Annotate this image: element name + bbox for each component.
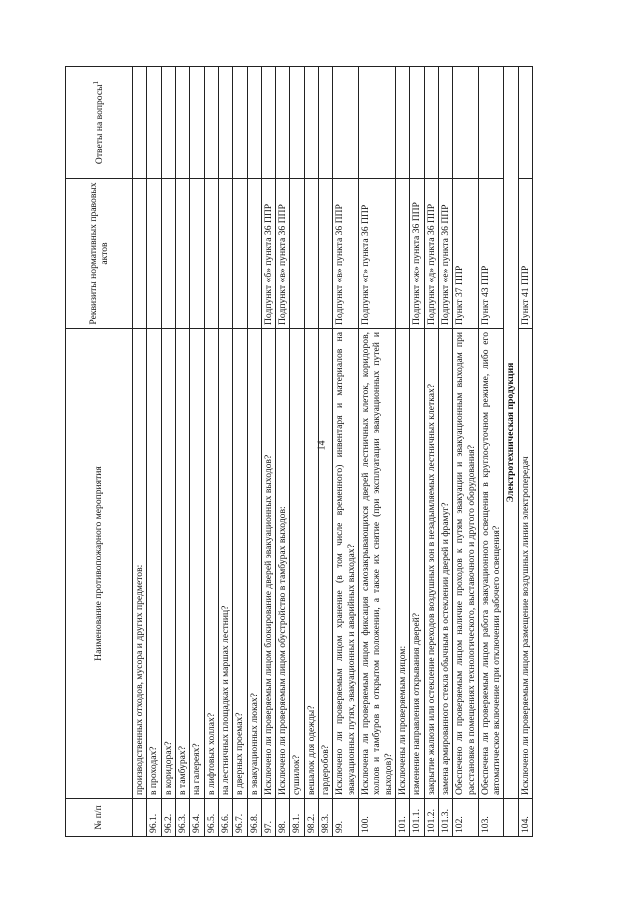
table-row	[319, 67, 333, 837]
answer-cell	[218, 67, 232, 179]
header-requisites: Реквизиты нормативных правовых актов	[66, 179, 133, 329]
legal-requisite: Подпункт «в» пункта 36 ППР	[333, 179, 359, 329]
table-row	[147, 67, 161, 837]
legal-requisite: Пункт 43 ППР	[478, 179, 504, 329]
legal-requisite: Подпункт «г» пункта 36 ППР	[359, 179, 396, 329]
table-row	[261, 67, 275, 837]
measure-name: производственных отходов, мусора и других предметов:	[133, 329, 147, 799]
answer-cell	[518, 67, 532, 179]
measure-name: в проходах?	[147, 329, 161, 799]
answer-cell	[359, 67, 396, 179]
table-row	[438, 67, 452, 837]
measure-name: гардеробов?	[319, 329, 333, 799]
row-number: 96.1.	[147, 799, 161, 837]
answer-cell	[438, 67, 452, 179]
legal-requisite: Подпункт «д» пункта 36 ППР	[424, 179, 438, 329]
table-row	[218, 67, 232, 837]
table-row	[304, 67, 318, 837]
measure-name: Обеспечено ли проверяемым лицом наличие проходов к путям эвакуации и эвакуационным выходам при расстановке в помещениях технологического, выставочного и другого оборудования?	[453, 329, 479, 799]
rotated-page-content	[65, 67, 575, 837]
table-row	[518, 67, 532, 837]
measure-name: в дверных проемах?	[233, 329, 247, 799]
table-row	[276, 67, 290, 837]
row-number: 96.5.	[204, 799, 218, 837]
answer-cell	[319, 67, 333, 179]
answer-cell	[276, 67, 290, 179]
row-number: 101.3.	[438, 799, 452, 837]
legal-requisite	[204, 179, 218, 329]
measure-name: Исключена ли проверяемым лицом фиксация самозакрывающихся дверей лестничных клеток, коридоров, холлов и тамбуров в открытом положении, а также их снятие (при эксплуатации эвакуационных путей и выходов)?	[359, 329, 396, 799]
answer-cell	[261, 67, 275, 179]
table-row	[190, 67, 204, 837]
answer-cell	[410, 67, 424, 179]
table-row	[453, 67, 479, 837]
legal-requisite: Подпункт «в» пункта 36 ППР	[276, 179, 290, 329]
row-number: 103.	[478, 799, 504, 837]
table-row	[175, 67, 189, 837]
table-row	[133, 67, 147, 837]
measure-name: в тамбурах?	[175, 329, 189, 799]
table-row	[247, 67, 261, 837]
section-row	[504, 67, 518, 837]
legal-requisite	[233, 179, 247, 329]
section-title: Электротехническая продукция	[504, 67, 518, 799]
header-answers	[66, 67, 133, 179]
legal-requisite: Подпункт «е» пункта 36 ППР	[438, 179, 452, 329]
row-number: 102.	[453, 799, 479, 837]
legal-requisite	[319, 179, 333, 329]
row-number: 98.2.	[304, 799, 318, 837]
table-row	[290, 67, 304, 837]
measure-name: сушилок?	[290, 329, 304, 799]
header-num: № п/п	[66, 799, 133, 837]
table-row	[233, 67, 247, 837]
measure-name: замена армированного стекла обычным в остеклении дверей и фрамуг?	[438, 329, 452, 799]
measure-name: Исключены ли проверяемым лицом:	[395, 329, 409, 799]
table-row	[204, 67, 218, 837]
measure-name: вешалок для одежды?	[304, 329, 318, 799]
row-number: 96.4.	[190, 799, 204, 837]
legal-requisite	[133, 179, 147, 329]
table-row	[478, 67, 504, 837]
answer-cell	[147, 67, 161, 179]
answer-cell	[424, 67, 438, 179]
answer-cell	[133, 67, 147, 179]
row-number: 104.	[518, 799, 532, 837]
table-row	[359, 67, 396, 837]
measure-name: на галереях?	[190, 329, 204, 799]
answer-cell	[161, 67, 175, 179]
measure-name: изменение направления открывания дверей?	[410, 329, 424, 799]
answer-cell	[247, 67, 261, 179]
row-number: 96.8.	[247, 799, 261, 837]
legal-requisite	[175, 179, 189, 329]
table-row	[395, 67, 409, 837]
answer-cell	[175, 67, 189, 179]
row-number: 99.	[333, 799, 359, 837]
row-number: 101.	[395, 799, 409, 837]
row-number: 96.3.	[175, 799, 189, 837]
row-number: 101.2.	[424, 799, 438, 837]
page-number: 14	[316, 440, 328, 451]
legal-requisite	[218, 179, 232, 329]
table-row	[410, 67, 424, 837]
footnote-mark: 1	[92, 80, 101, 85]
row-number: 97.	[261, 799, 275, 837]
legal-requisite: Подпункт «ж» пункта 36 ППР	[410, 179, 424, 329]
answer-cell	[478, 67, 504, 179]
header-name: Наименование противопожарного мероприятия	[66, 329, 133, 799]
row-number: 98.1.	[290, 799, 304, 837]
measure-name: Исключено ли проверяемым лицом хранение (в том числе временного) инвентаря и материалов на эвакуационных путях, эвакуационных и аварийных выходах?	[333, 329, 359, 799]
header-answers-label: Ответы на вопросы	[94, 84, 106, 165]
row-number: 96.2.	[161, 799, 175, 837]
row-number: 98.	[276, 799, 290, 837]
table-row	[424, 67, 438, 837]
answer-cell	[453, 67, 479, 179]
measure-name: Исключено ли проверяемым лицом размещение воздушных линии электропередач	[518, 329, 532, 799]
answer-cell	[395, 67, 409, 179]
legal-requisite	[395, 179, 409, 329]
measure-name: в эвакуационных люках?	[247, 329, 261, 799]
row-number: 96.6.	[218, 799, 232, 837]
legal-requisite	[304, 179, 318, 329]
table-row	[333, 67, 359, 837]
measure-name: в лифтовых холлах?	[204, 329, 218, 799]
measure-name: в коридорах?	[161, 329, 175, 799]
legal-requisite	[161, 179, 175, 329]
checklist-table	[65, 66, 533, 837]
answer-cell	[204, 67, 218, 179]
row-number	[133, 799, 147, 837]
answer-cell	[290, 67, 304, 179]
measure-name: Обеспечена ли проверяемым лицом работа эвакуационного освещения в круглосуточном режиме, либо его автоматическое включение при отключении рабочего освещения?	[478, 329, 504, 799]
table-header-row	[66, 67, 133, 837]
legal-requisite	[147, 179, 161, 329]
legal-requisite: Подпункт «б» пункта 36 ППР	[261, 179, 275, 329]
row-number: 96.7.	[233, 799, 247, 837]
measure-name: Исключено ли проверяемым лицом блокирование дверей эвакуационных выходов?	[261, 329, 275, 799]
answer-cell	[304, 67, 318, 179]
row-number: 100.	[359, 799, 396, 837]
answer-cell	[333, 67, 359, 179]
legal-requisite: Пункт 37 ППР	[453, 179, 479, 329]
legal-requisite	[190, 179, 204, 329]
answer-cell	[233, 67, 247, 179]
measure-name: закрытие жалюзи или остекление переходов воздушных зон в незадымляемых лестничных клетках?	[424, 329, 438, 799]
row-number: 98.3.	[319, 799, 333, 837]
measure-name: Исключено ли проверяемым лицом обустройство в тамбурах выходов:	[276, 329, 290, 799]
legal-requisite: Пункт 41 ППР	[518, 179, 532, 329]
measure-name: на лестничных площадках и маршах лестниц?	[218, 329, 232, 799]
row-number: 101.1.	[410, 799, 424, 837]
legal-requisite	[290, 179, 304, 329]
section-num-cell	[504, 799, 518, 837]
legal-requisite	[247, 179, 261, 329]
answer-cell	[190, 67, 204, 179]
table-row	[161, 67, 175, 837]
